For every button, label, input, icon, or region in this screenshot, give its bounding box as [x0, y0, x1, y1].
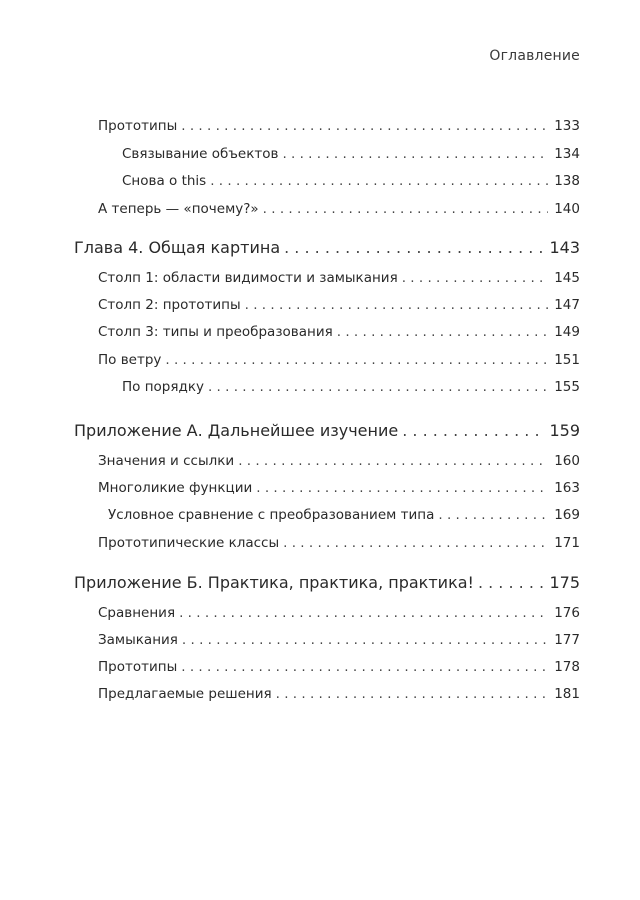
toc-entry[interactable] [98, 118, 580, 134]
toc-entry[interactable] [98, 352, 580, 368]
toc-entry-page: 147 [554, 297, 580, 313]
toc-entry[interactable] [98, 686, 580, 702]
toc-entry-page: 163 [554, 480, 580, 496]
toc-entry-label: Приложение А. Дальнейшее изучение [74, 421, 399, 440]
toc-entry-page: 159 [549, 421, 580, 440]
toc-entry-page: 177 [554, 632, 580, 648]
toc-entry[interactable] [98, 324, 580, 340]
dot-leader [181, 118, 548, 134]
dot-leader [282, 146, 548, 162]
toc-entry-label: Многоликие функции [98, 480, 253, 496]
dot-leader [210, 173, 548, 189]
dot-leader [402, 270, 549, 286]
toc-entry-page: 134 [554, 146, 580, 162]
toc-entry[interactable] [98, 535, 580, 551]
toc-chapter-entry[interactable] [74, 238, 580, 257]
toc-entry-page: 175 [549, 573, 580, 592]
toc-entry-label: Прототипы [98, 659, 178, 675]
toc-entry-page: 143 [549, 238, 580, 257]
toc-chapter-entry[interactable] [74, 421, 580, 440]
dot-leader [245, 297, 549, 313]
toc-entry[interactable] [122, 173, 580, 189]
toc-chapter-entry[interactable] [74, 573, 580, 592]
toc-entry-label: Связывание объектов [122, 146, 279, 162]
toc-entry-page: 145 [554, 270, 580, 286]
toc-entry-page: 155 [554, 379, 580, 395]
toc-entry-label: Снова о this [122, 173, 207, 189]
toc-entry-page: 133 [554, 118, 580, 134]
toc-entry-label: Глава 4. Общая картина [74, 238, 281, 257]
toc-entry-label: Предлагаемые решения [98, 686, 272, 702]
toc-entry-label: По ветру [98, 352, 162, 368]
toc-entry[interactable] [98, 297, 580, 313]
toc-entry-label: Прототипы [98, 118, 178, 134]
dot-leader [238, 453, 548, 469]
toc-entry[interactable] [108, 507, 580, 523]
toc-entry[interactable] [98, 659, 580, 675]
toc-entry-page: 140 [554, 201, 580, 217]
toc-entry[interactable] [98, 632, 580, 648]
toc-entry-label: По порядку [122, 379, 204, 395]
toc-entry-page: 149 [554, 324, 580, 340]
toc-entry-label: Замыкания [98, 632, 178, 648]
toc-entry-label: А теперь — «почему?» [98, 201, 259, 217]
toc-entry-page: 138 [554, 173, 580, 189]
dot-leader [276, 686, 549, 702]
toc-entry-label: Значения и ссылки [98, 453, 235, 469]
toc-entry[interactable] [98, 270, 580, 286]
dot-leader [402, 421, 543, 440]
toc-entry[interactable] [98, 201, 580, 217]
dot-leader [181, 659, 548, 675]
toc-entry[interactable] [98, 480, 580, 496]
toc-entry-page: 181 [554, 686, 580, 702]
toc-entry-label: Прототипические классы [98, 535, 280, 551]
toc-entry-label: Приложение Б. Практика, практика, практика! [74, 573, 474, 592]
dot-leader [284, 238, 543, 257]
toc-entry-page: 151 [554, 352, 580, 368]
dot-leader [208, 379, 548, 395]
toc-entry-label: Условное сравнение с преобразованием типа [108, 507, 435, 523]
dot-leader [165, 352, 548, 368]
toc-entry[interactable] [122, 146, 580, 162]
dot-leader [283, 535, 548, 551]
dot-leader [256, 480, 548, 496]
toc-entry-label: Сравнения [98, 605, 176, 621]
dot-leader [179, 605, 548, 621]
toc-entry-page: 176 [554, 605, 580, 621]
running-header: Оглавление [489, 48, 580, 64]
toc-entry[interactable] [122, 379, 580, 395]
toc-entry[interactable] [98, 605, 580, 621]
toc-entry-label: Столп 1: области видимости и замыкания [98, 270, 398, 286]
dot-leader [182, 632, 548, 648]
toc-entry-page: 178 [554, 659, 580, 675]
dot-leader [337, 324, 548, 340]
toc-entry-page: 171 [554, 535, 580, 551]
dot-leader [438, 507, 548, 523]
toc-entry-page: 169 [554, 507, 580, 523]
dot-leader [263, 201, 549, 217]
dot-leader [478, 573, 544, 592]
toc-entry[interactable] [98, 453, 580, 469]
toc-entry-label: Столп 2: прототипы [98, 297, 241, 313]
toc-entry-label: Столп 3: типы и преобразования [98, 324, 333, 340]
toc-entry-page: 160 [554, 453, 580, 469]
